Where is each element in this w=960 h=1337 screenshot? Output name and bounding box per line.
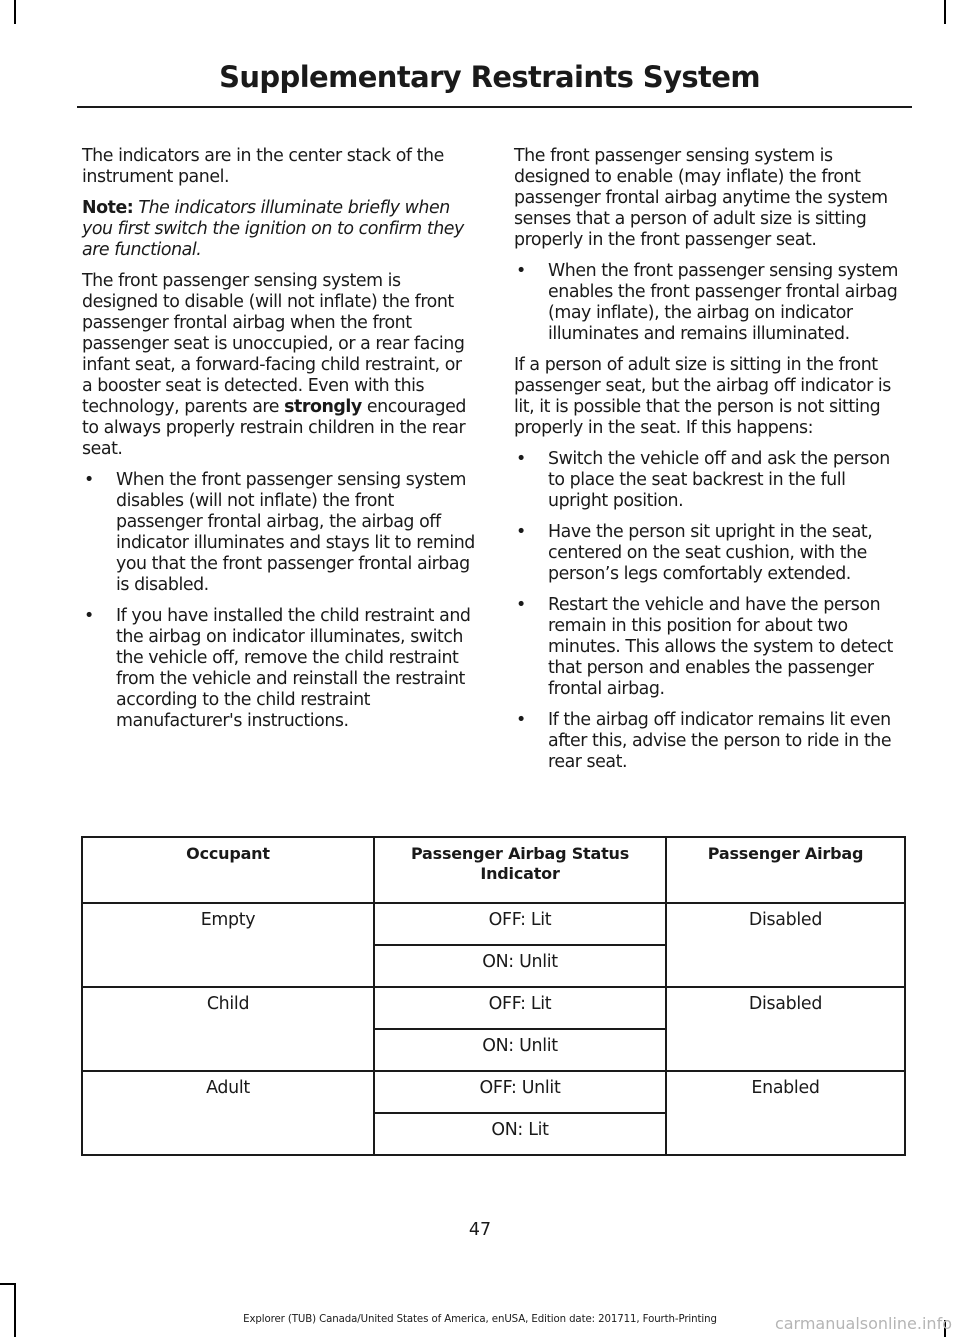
airbag-cell: Disabled: [666, 903, 905, 987]
list-item: [82, 606, 475, 732]
note-paragraph: [82, 198, 475, 261]
list-item: [514, 710, 907, 773]
table-row: [82, 903, 905, 945]
table-header-row: [82, 837, 905, 903]
crop-mark-top-right: [944, 0, 946, 24]
airbag-cell: Disabled: [666, 987, 905, 1071]
list-item-text: If the airbag off indicator remains lit even after this, advise the person to ride in the rear seat.: [548, 710, 892, 772]
right-bullet-list-2: [514, 449, 907, 773]
list-item: [514, 522, 907, 585]
bullet-icon: •: [516, 595, 526, 615]
crop-mark-bottom-left-h: [0, 1283, 16, 1285]
status-cell: ON: Unlit: [374, 945, 666, 987]
header-status-indicator: Passenger Airbag Status Indicator: [374, 837, 666, 903]
list-item-text: When the front passenger sensing system enables the front passenger frontal airbag (may inflate), the airbag on indicator illuminates and remains illuminated.: [548, 261, 898, 344]
note-text: The indicators illuminate briefly when you first switch the ignition on to confirm they are functional.: [82, 198, 464, 260]
bullet-icon: •: [516, 522, 526, 542]
table-row: [82, 1071, 905, 1113]
right-bullet-list-1: [514, 261, 907, 345]
status-cell: OFF: Unlit: [374, 1071, 666, 1113]
list-item: [82, 470, 475, 596]
table-row: [82, 987, 905, 1029]
list-item-text: Have the person sit upright in the seat, centered on the seat cushion, with the person’s legs comfortably extended.: [548, 522, 873, 584]
site-watermark: carmanualsonline.info: [774, 1314, 952, 1333]
left-bullet-list: [82, 470, 475, 732]
emphasis-strongly: strongly: [284, 397, 362, 417]
sensing-text-before: The front passenger sensing system is designed to disable (will not inflate) the front passenger frontal airbag when the front passenger seat is unoccupied, or a rear facing infant seat, a forward-facing child restraint, or a booster seat is detected. Even with this technology, parents are: [82, 271, 465, 417]
bullet-icon: •: [84, 606, 94, 626]
crop-mark-bottom-left: [14, 1283, 16, 1337]
section-title: Supplementary Restraints System: [219, 60, 760, 94]
sensing-enable-paragraph: The front passenger sensing system is designed to enable (may inflate) the front passenger frontal airbag anytime the system senses that a person of adult size is sitting properly in the front passenger seat.: [514, 146, 888, 250]
bullet-icon: •: [516, 710, 526, 730]
status-cell: ON: Lit: [374, 1113, 666, 1155]
adult-off-indicator-paragraph: If a person of adult size is sitting in the front passenger seat, but the airbag off indicator is lit, it is possible that the person is not sitting properly in the seat. If this happens:: [514, 355, 891, 438]
list-item-text: When the front passenger sensing system disables (will not inflate) the front passenger frontal airbag, the airbag off indicator illuminates and stays lit to remind you that the front passenger frontal airbag is disabled.: [116, 470, 475, 595]
left-column: [82, 146, 475, 742]
status-cell: ON: Unlit: [374, 1029, 666, 1071]
note-label: Note:: [82, 198, 134, 218]
header-passenger-airbag: Passenger Airbag: [666, 837, 905, 903]
occupant-cell: Adult: [82, 1071, 374, 1155]
bullet-icon: •: [516, 449, 526, 469]
edition-footer: Explorer (TUB) Canada/United States of America, enUSA, Edition date: 201711, Fourth-Printing: [243, 1314, 717, 1325]
right-column: [514, 146, 907, 783]
list-item-text: If you have installed the child restraint and the airbag on indicator illuminates, switch the vehicle off, remove the child restraint from the vehicle and reinstall the restraint according to the child restraint manufacturer's instructions.: [116, 606, 471, 731]
bullet-icon: •: [516, 261, 526, 281]
occupant-cell: Empty: [82, 903, 374, 987]
indicator-location-paragraph: The indicators are in the center stack of the instrument panel.: [82, 146, 444, 187]
header-occupant: Occupant: [82, 837, 374, 903]
list-item: [514, 595, 907, 700]
header-divider: [77, 106, 912, 108]
occupant-cell: Child: [82, 987, 374, 1071]
crop-mark-top-left: [14, 0, 16, 24]
sensing-disable-paragraph: [82, 271, 475, 460]
list-item: [514, 261, 907, 345]
list-item: [514, 449, 907, 512]
status-cell: OFF: Lit: [374, 903, 666, 945]
list-item-text: Restart the vehicle and have the person remain in this position for about two minutes. This allows the system to detect that person and enables the passenger frontal airbag.: [548, 595, 893, 699]
bullet-icon: •: [84, 470, 94, 490]
page-number: 47: [468, 1220, 492, 1240]
status-cell: OFF: Lit: [374, 987, 666, 1029]
list-item-text: Switch the vehicle off and ask the person to place the seat backrest in the full upright position.: [548, 449, 890, 511]
sensing-text-after: encouraged to always properly restrain children in the rear seat.: [82, 397, 466, 459]
airbag-cell: Enabled: [666, 1071, 905, 1155]
airbag-status-table: [81, 836, 906, 1156]
